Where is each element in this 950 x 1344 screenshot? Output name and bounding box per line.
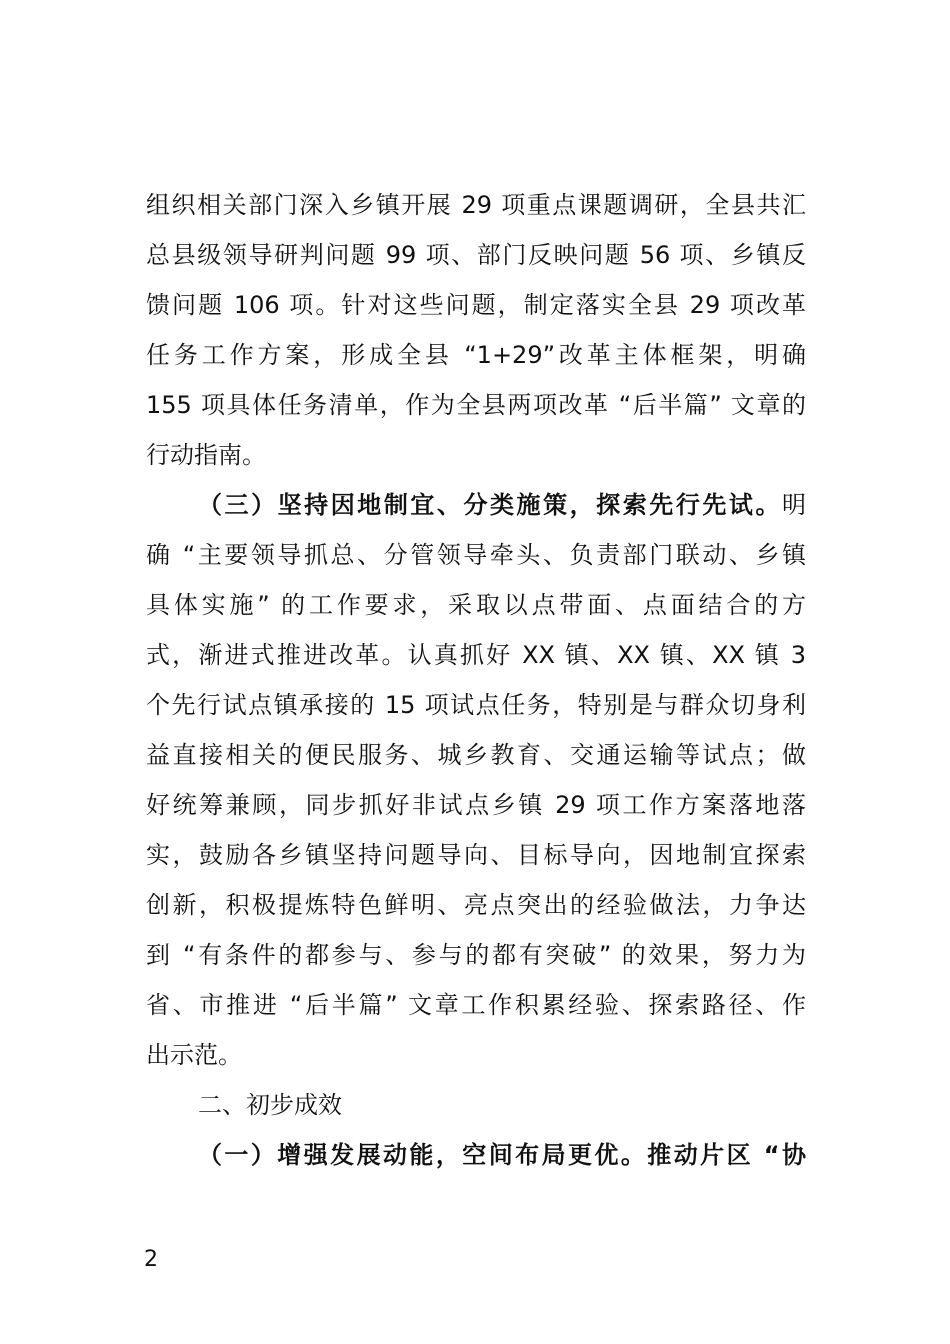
- page-number: 2: [144, 1247, 158, 1272]
- paragraph-line: 具体实施” 的工作要求，采取以点带面、点面结合的方: [146, 591, 806, 619]
- paragraph-line: 总县级领导研判问题 99 项、部门反映问题 56 项、乡镇反: [146, 241, 806, 269]
- paragraph-line: 创新，积极提炼特色鲜明、亮点突出的经验做法，力争达: [146, 891, 806, 919]
- paragraph-line: 好统筹兼顾，同步抓好非试点乡镇 29 项工作方案落地落: [146, 791, 806, 819]
- paragraph-line-tail: 明: [782, 491, 806, 519]
- document-body: [146, 180, 806, 1180]
- paragraph-line: 任务工作方案，形成全县 “1+29”改革主体框架，明确: [146, 341, 806, 369]
- paragraph-line: 出示范。: [146, 1041, 242, 1069]
- section-heading-2: 二、初步成效: [198, 1091, 342, 1119]
- paragraph-line: 省、市推进 “后半篇” 文章工作积累经验、探索路径、作: [146, 991, 806, 1019]
- paragraph-line: 组织相关部门深入乡镇开展 29 项重点课题调研，全县共汇: [146, 191, 806, 219]
- paragraph-heading-line: [146, 480, 806, 530]
- subsection-heading-1: （一）增强发展动能，空间布局更优。推动片区 “协: [198, 1141, 806, 1169]
- paragraph-line: 馈问题 106 项。针对这些问题，制定落实全县 29 项改革: [146, 291, 806, 319]
- paragraph-line: 个先行试点镇承接的 15 项试点任务，特别是与群众切身利: [146, 691, 806, 719]
- subsection-heading-3: （三）坚持因地制宜、分类施策，探索先行先试。: [198, 491, 782, 519]
- paragraph-line: 确 “主要领导抓总、分管领导牵头、负责部门联动、乡镇: [146, 541, 806, 569]
- paragraph-line: 行动指南。: [146, 441, 266, 469]
- paragraph-line: 益直接相关的便民服务、城乡教育、交通运输等试点；做: [146, 741, 806, 769]
- paragraph-line: 实，鼓励各乡镇坚持问题导向、目标导向，因地制宜探索: [146, 841, 806, 869]
- paragraph-line: 到 “有条件的都参与、参与的都有突破” 的效果，努力为: [146, 941, 806, 969]
- paragraph-line: 155 项具体任务清单，作为全县两项改革 “后半篇” 文章的: [146, 391, 806, 419]
- paragraph-line: 式，渐进式推进改革。认真抓好 XX 镇、XX 镇、XX 镇 3: [146, 641, 806, 669]
